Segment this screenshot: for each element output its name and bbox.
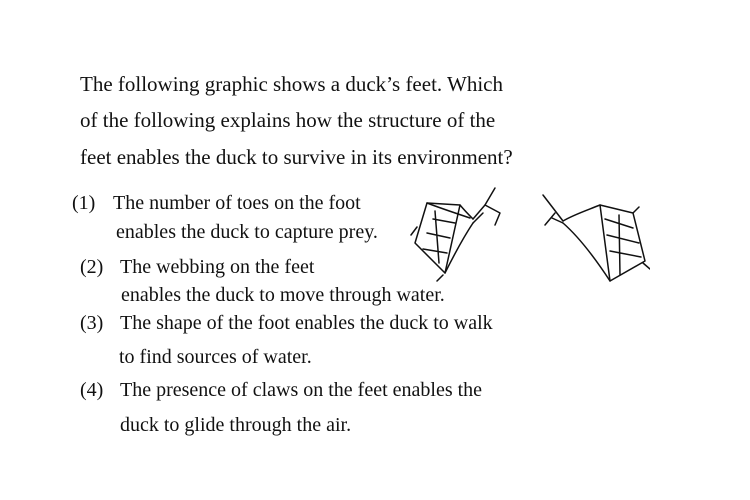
option-4-line-2: duck to glide through the air.	[120, 414, 352, 436]
question-line-3: feet enables the duck to survive in its environment?	[80, 145, 513, 169]
option-2-line-2: enables the duck to move through water.	[121, 284, 445, 306]
option-1-line-1: The number of toes on the foot	[113, 192, 361, 214]
question-line-2: of the following explains how the structure of the	[80, 108, 496, 132]
option-2-number: (2)	[80, 256, 104, 278]
option-4-number: (4)	[80, 379, 104, 401]
duck-feet-icon	[405, 183, 650, 288]
option-1-number: (1)	[72, 192, 96, 214]
option-3-line-2: to find sources of water.	[119, 346, 312, 368]
question-line-1: The following graphic shows a duck’s feet. Which	[80, 72, 504, 96]
left-duck-foot	[411, 188, 500, 281]
right-duck-foot	[543, 195, 650, 281]
option-1-line-2: enables the duck to capture prey.	[116, 221, 378, 243]
option-3-line-1: The shape of the foot enables the duck to walk	[120, 312, 493, 334]
option-4-line-1: The presence of claws on the feet enables the	[120, 379, 483, 401]
option-3-number: (3)	[80, 312, 104, 334]
option-2-line-1: The webbing on the feet	[120, 256, 315, 278]
